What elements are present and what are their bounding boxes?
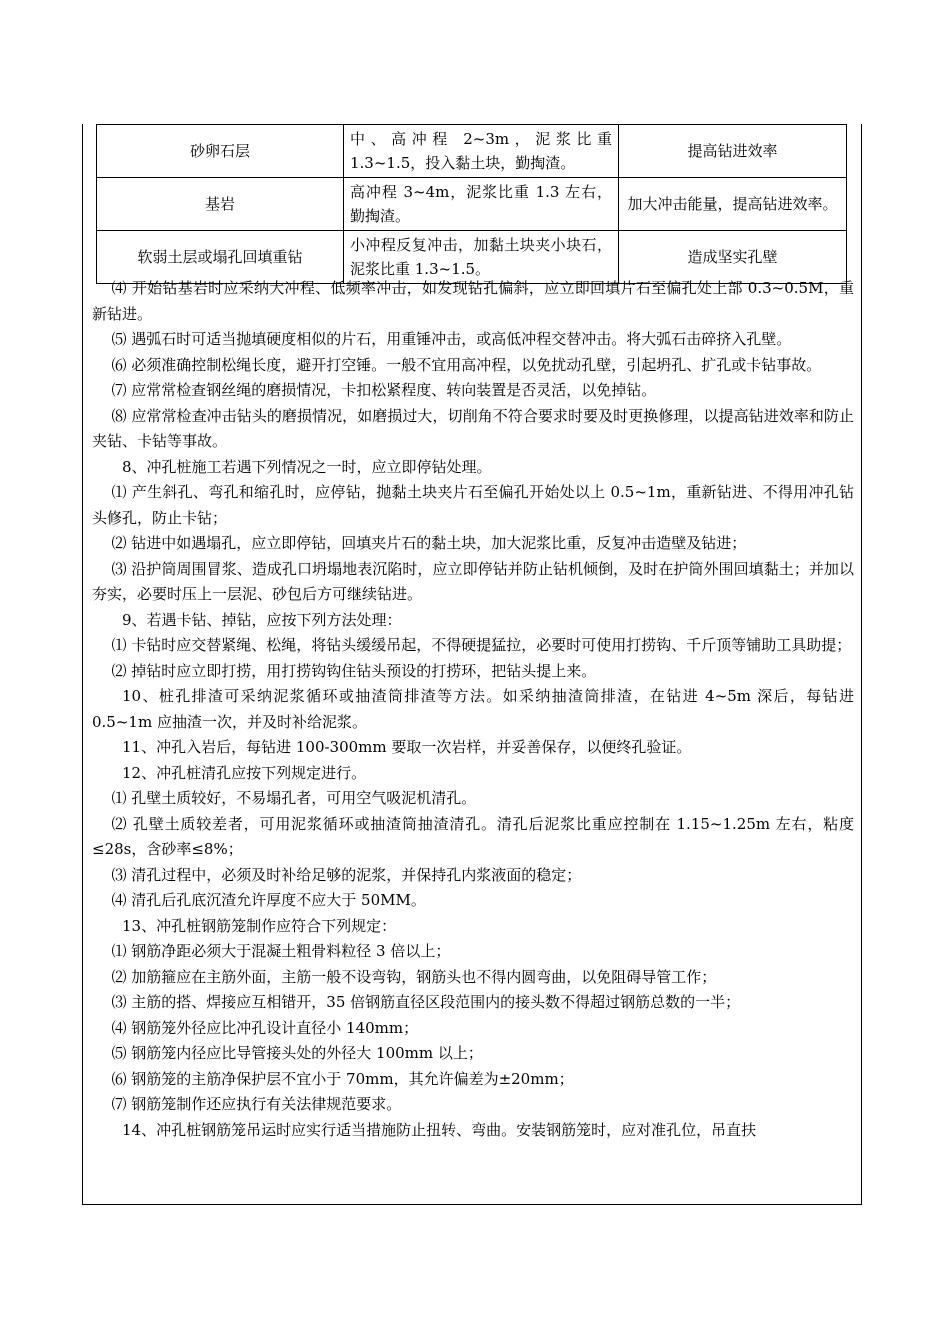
paragraph: ⑶ 主筋的搭、焊接应互相错开，35 倍钢筋直径区段范围内的接头数不得超过钢筋总数的一半； — [111, 993, 741, 1011]
stratum-cell: 软弱土层或塌孔回填重钻 — [97, 231, 344, 284]
body-text — [92, 276, 854, 1143]
paragraph: ⑸ 钢筋笼内径应比导管接头处的外径大 100mm 以上； — [111, 1044, 483, 1062]
stratum-cell: 基岩 — [97, 178, 344, 231]
paragraph: 8、冲孔桩施工若遇下列情况之一时，应立即停钻处理。 — [122, 457, 492, 476]
paragraph: ⑵ 掉钻时应立即打捞，用打捞钩钩住钻头预设的打捞环，把钻头提上来。 — [111, 661, 597, 680]
paragraph: ⑺ 应常常检查钢丝绳的磨损情况，卡扣松紧程度、转向装置是否灵活，以免掉钻。 — [111, 381, 657, 399]
paragraph: ⑹ 必须准确控制松绳长度，避开打空锤。一般不宜用高冲程，以免扰动孔壁，引起坍孔、扩孔或卡钻事故。 — [111, 355, 822, 374]
paragraph: ⑸ 遇弧石时可适当抛填硬度相似的片石，用重锤冲击，或高低冲程交替冲击。将大弧石击碎挤入孔壁。 — [111, 330, 792, 348]
paragraph: ⑶ 清孔过程中，必须及时补给足够的泥浆，并保持孔内浆液面的稳定； — [111, 865, 582, 884]
paragraph: ⑴ 钢筋净距必须大于混凝土粗骨料粒径 3 倍以上； — [111, 942, 451, 960]
paragraph: ⑴ 产生斜孔、弯孔和缩孔时，应停钻，抛黏土块夹片石至偏孔开始处以上 0.5~1m，重新钻进、不得用冲孔钻头修孔，防止卡钻； — [92, 483, 854, 527]
paragraph: ⑷ 清孔后孔底沉渣允许厚度不应大于 50MM。 — [111, 891, 426, 909]
paragraph: 10、桩孔排渣可采纳泥浆循环或抽渣筒排渣等方法。如采纳抽渣筒排渣，在钻进 4~5m 深后，每钻进 0.5~1m 应抽渣一次，并及时补给泥浆。 — [92, 687, 854, 731]
method-cell: 中、高冲程 2~3m，泥浆比重 1.3~1.5，投入黏土块，勤掏渣。 — [344, 125, 619, 178]
effect-cell: 提高钻进效率 — [619, 125, 847, 178]
paragraph: ⑹ 钢筋笼的主筋净保护层不宜小于 70mm，其允许偏差为±20mm； — [111, 1069, 574, 1088]
method-cell: 小冲程反复冲击，加黏土块夹小块石，泥浆比重 1.3~1.5。 — [344, 231, 619, 284]
effect-cell: 造成坚实孔壁 — [619, 231, 847, 284]
paragraph: ⑻ 应常常检查冲击钻头的磨损情况，如磨损过大，切削角不符合要求时要及时更换修理，以提高钻进效率和防止夹钻、卡钻等事故。 — [92, 406, 854, 450]
paragraph: ⑵ 孔壁土质较差者，可用泥浆循环或抽渣筒抽渣清孔。清孔后泥浆比重应控制在 1.15~1.25m 左右，粘度≤28s，含砂率≤8%； — [92, 814, 854, 858]
paragraph: ⑴ 孔壁土质较好，不易塌孔者，可用空气吸泥机清孔。 — [111, 789, 477, 807]
paragraph: ⑷ 钢筋笼外径应比冲孔设计直径小 140mm； — [111, 1018, 419, 1037]
paragraph: 12、冲孔桩清孔应按下列规定进行。 — [122, 763, 367, 782]
table-row — [97, 178, 847, 231]
paragraph: ⑺ 钢筋笼制作还应执行有关法律规范要求。 — [111, 1095, 402, 1113]
stratum-cell: 砂卵石层 — [97, 125, 344, 178]
effect-cell: 加大冲击能量，提高钻进效率。 — [619, 178, 847, 231]
table-row — [97, 125, 847, 178]
paragraph: ⑴ 卡钻时应交替紧绳、松绳，将钻头缓缓吊起，不得硬提猛拉，必要时可使用打捞钩、千斤顶等铺助工具助提； — [111, 636, 852, 654]
paragraph: 14、冲孔桩钢筋笼吊运时应实行适当措施防止扭转、弯曲。安装钢筋笼时，应对准孔位，吊直扶 — [122, 1120, 757, 1139]
paragraph: 13、冲孔桩钢筋笼制作应符合下列规定： — [122, 916, 397, 935]
paragraph: 11、冲孔入岩后，每钻进 100-300mm 要取一次岩样，并妥善保存，以便终孔验证。 — [122, 738, 692, 756]
paragraph: ⑵ 加筋箍应在主筋外面，主筋一般不设弯钩，钢筋头也不得内圆弯曲，以免阻碍导管工作； — [111, 967, 717, 986]
method-cell: 高冲程 3~4m，泥浆比重 1.3 左右，勤掏渣。 — [344, 178, 619, 231]
drilling-method-table — [96, 124, 847, 284]
paragraph: 9、若遇卡钻、掉钻，应按下列方法处理： — [122, 610, 402, 629]
paragraph: ⑶ 沿护筒周围冒浆、造成孔口坍塌地表沉陷时，应立即停钻并防止钻机倾倒，及时在护筒外围回填黏土；并加以夯实，必要时压上一层泥、砂包后方可继续钻进。 — [92, 559, 854, 603]
paragraph: ⑵ 钻进中如遇塌孔，应立即停钻，回填夹片石的黏土块，加大泥浆比重，反复冲击造壁及钻进； — [111, 534, 747, 552]
paragraph: ⑷ 开始钻基岩时应采纳大冲程、低频率冲击，如发现钻孔偏斜，应立即回填片石至偏孔处上部 0.3~0.5M，重新钻进。 — [92, 279, 854, 323]
